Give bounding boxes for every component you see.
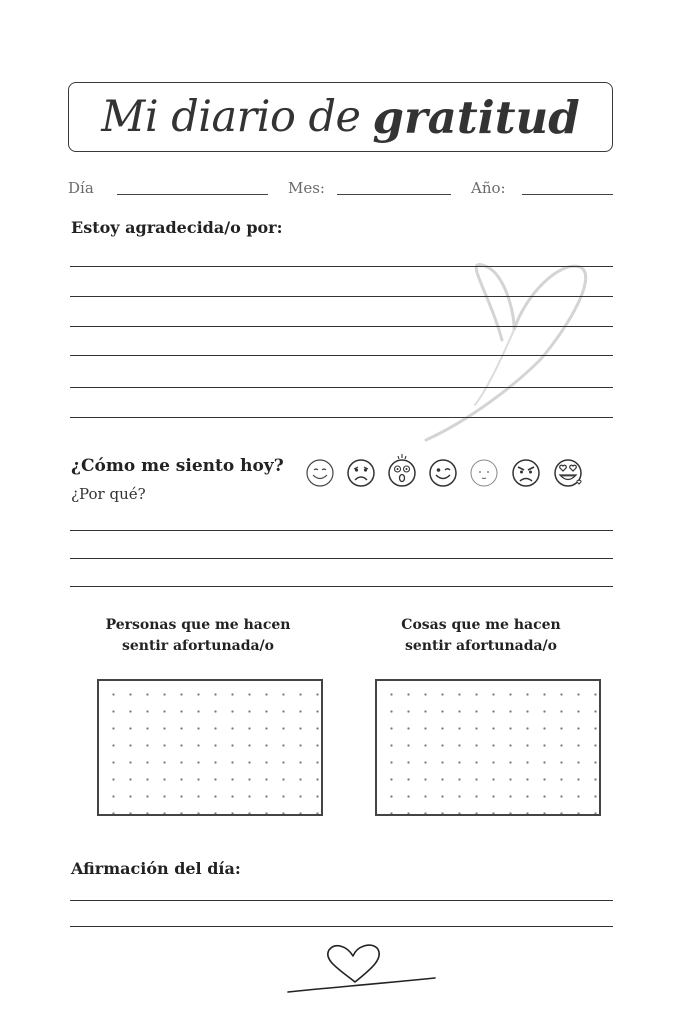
smile-icon[interactable] bbox=[305, 458, 335, 488]
grateful-line-2[interactable] bbox=[70, 296, 613, 297]
affirmation-line-2[interactable] bbox=[70, 926, 613, 927]
people-heading-line1: Personas que me hacen bbox=[105, 617, 291, 633]
grateful-line-6[interactable] bbox=[70, 417, 613, 418]
affirmation-line-1[interactable] bbox=[70, 900, 613, 901]
month-field[interactable] bbox=[337, 194, 451, 195]
people-heading-line2: sentir afortunada/o bbox=[121, 638, 275, 654]
why-label: ¿Por qué? bbox=[71, 485, 146, 503]
things-heading bbox=[381, 615, 581, 657]
grateful-line-4[interactable] bbox=[70, 355, 613, 356]
heart-flourish-icon bbox=[285, 940, 440, 1000]
year-field[interactable] bbox=[522, 194, 613, 195]
why-line-2[interactable] bbox=[70, 558, 613, 559]
year-label: Año: bbox=[471, 179, 506, 197]
title-bold: gratitud bbox=[372, 90, 580, 144]
people-heading bbox=[98, 615, 298, 657]
grateful-heading: Estoy agradecida/o por: bbox=[71, 218, 283, 237]
day-field[interactable] bbox=[117, 194, 268, 195]
things-heading-line1: Cosas que me hacen bbox=[401, 617, 561, 633]
things-dot-grid[interactable] bbox=[375, 679, 601, 816]
wink-icon[interactable] bbox=[428, 458, 458, 488]
mood-heading: ¿Cómo me siento hoy? bbox=[71, 456, 284, 476]
heart-eyes-icon[interactable] bbox=[553, 456, 585, 490]
angry-icon[interactable] bbox=[511, 458, 541, 488]
why-line-3[interactable] bbox=[70, 586, 613, 587]
grateful-line-3[interactable] bbox=[70, 326, 613, 327]
title-box bbox=[68, 82, 613, 152]
shocked-icon[interactable] bbox=[387, 452, 417, 488]
people-dot-grid[interactable] bbox=[97, 679, 323, 816]
sad-icon[interactable] bbox=[346, 458, 376, 488]
month-label: Mes: bbox=[288, 179, 325, 197]
things-heading-line2: sentir afortunada/o bbox=[404, 638, 558, 654]
grateful-line-5[interactable] bbox=[70, 387, 613, 388]
affirmation-heading: Afirmación del día: bbox=[71, 859, 241, 878]
day-label: Día bbox=[68, 179, 94, 197]
why-line-1[interactable] bbox=[70, 530, 613, 531]
grateful-line-1[interactable] bbox=[70, 266, 613, 267]
neutral-icon[interactable] bbox=[469, 458, 499, 488]
title-light: Mi diario de bbox=[101, 92, 361, 142]
